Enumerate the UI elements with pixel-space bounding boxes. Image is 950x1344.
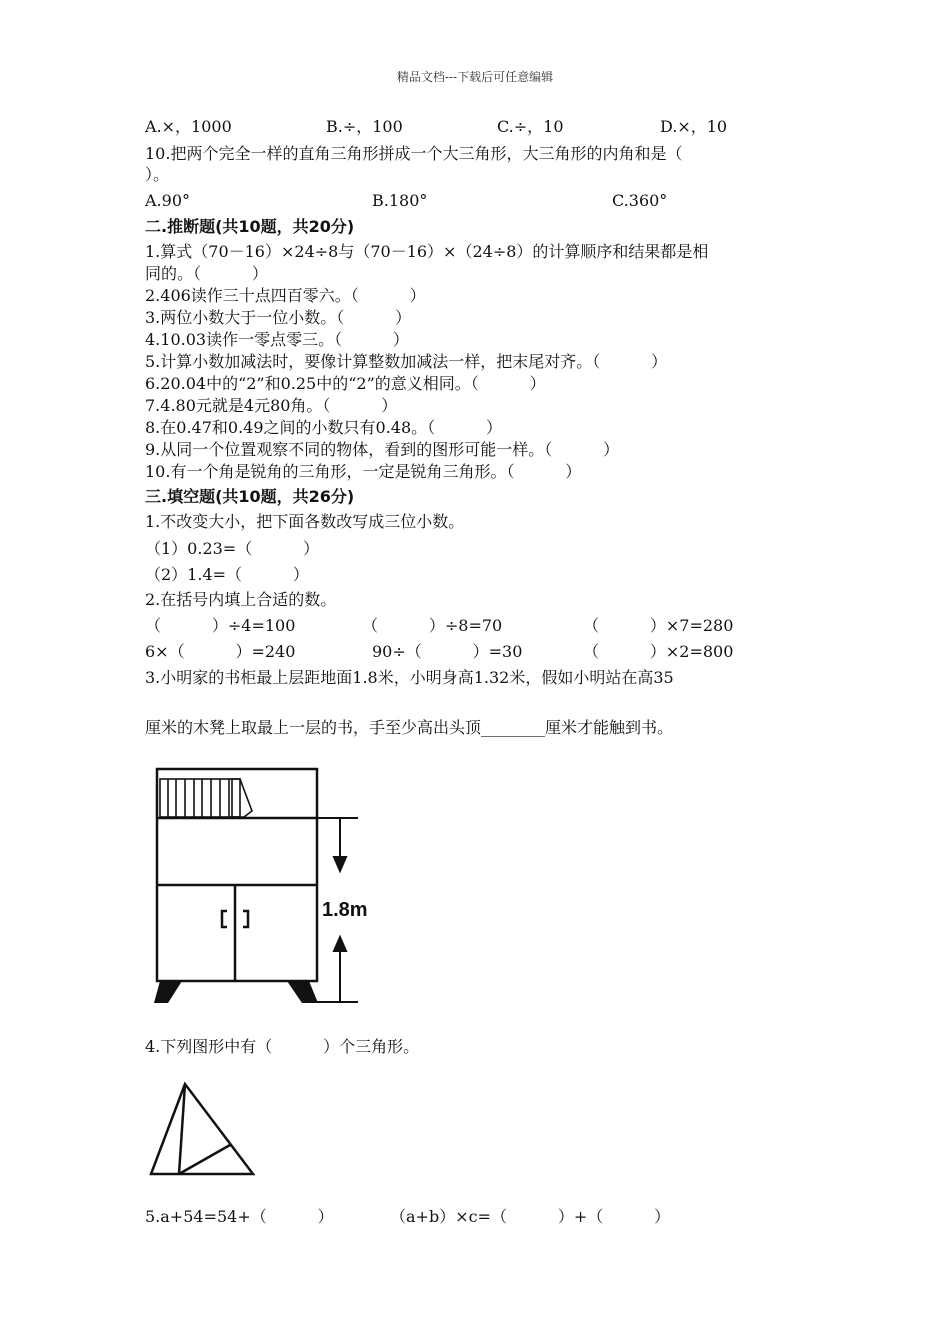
judge-item: 8.在0.47和0.49之间的小数只有0.48。（ ）: [145, 418, 503, 437]
bookshelf-figure: [150, 765, 390, 1010]
triangle-figure: [145, 1080, 260, 1180]
judge-item: 6.20.04中的“2”和0.25中的“2”的意义相同。（ ）: [145, 374, 546, 393]
fill-q4-text: 4.下列图形中有（ ）个三角形。: [145, 1037, 420, 1056]
judge-item: 9.从同一个位置观察不同的物体，看到的图形可能一样。（ ）: [145, 440, 620, 459]
q10-line1: 10.把两个完全一样的直角三角形拼成一个大三角形，大三角形的内角和是（: [145, 144, 683, 163]
fill-q2-item: （ ）÷8=70: [362, 616, 503, 635]
judge-item: 同的。（ ）: [145, 264, 268, 283]
section2-title: 二.推断题(共10题，共20分): [145, 217, 355, 236]
judge-item: 5.计算小数加减法时，要像计算整数加减法一样，把末尾对齐。（ ）: [145, 352, 668, 371]
fill-q2-item: （ ）×2=800: [583, 642, 734, 661]
fill-q3-line1: 3.小明家的书柜最上层距地面1.8米，小明身高1.32米，假如小明站在高35: [145, 668, 674, 687]
fill-q1-a: （1）0.23=（ ）: [145, 539, 320, 558]
judge-item: 4.10.03读作一零点零三。（ ）: [145, 330, 409, 349]
section3-title: 三.填空题(共10题，共26分): [145, 487, 355, 506]
fill-q2-text: 2.在括号内填上合适的数。: [145, 590, 337, 609]
fill-q5-a: 5.a+54=54+（ ）: [145, 1207, 334, 1226]
fill-q2-item: 6×（ ）=240: [145, 642, 296, 661]
q9-option-c: C.÷，10: [497, 117, 564, 136]
q10-line2: ）。: [145, 165, 170, 184]
page-header: 精品文档---下载后可任意编辑: [396, 70, 554, 84]
q9-option-b: B.÷，100: [326, 117, 403, 136]
q9-option-d: D.×，10: [660, 117, 728, 136]
height-label: 1.8m: [322, 899, 368, 921]
judge-item: 1.算式（70－16）×24÷8与（70－16）×（24÷8）的计算顺序和结果都是相: [145, 242, 709, 261]
fill-q2-item: 90÷（ ）=30: [372, 642, 523, 661]
judge-item: 3.两位小数大于一位小数。（ ）: [145, 308, 412, 327]
fill-q1-text: 1.不改变大小，把下面各数改写成三位小数。: [145, 512, 465, 531]
q10-option-c: C.360°: [612, 191, 668, 210]
judge-item: 10.有一个角是锐角的三角形，一定是锐角三角形。（ ）: [145, 462, 582, 481]
legs-icon: [154, 981, 318, 1003]
fill-q2-item: （ ）×7=280: [583, 616, 734, 635]
q10-option-a: A.90°: [145, 191, 190, 210]
fill-q1-b: （2）1.4=（ ）: [145, 565, 309, 584]
fill-q3-line2: 厘米的木凳上取最上一层的书，手至少高出头顶________厘米才能触到书。: [145, 718, 674, 737]
q9-option-a: A.×，1000: [145, 117, 232, 136]
fill-q5-b: （a+b）×c=（ ）+（ ）: [390, 1207, 671, 1226]
judge-item: 2.406读作三十点四百零六。（ ）: [145, 286, 426, 305]
books-icon: [160, 779, 252, 817]
fill-q2-item: （ ）÷4=100: [145, 616, 296, 635]
judge-item: 7.4.80元就是4元80角。（ ）: [145, 396, 398, 415]
q10-option-b: B.180°: [372, 191, 428, 210]
